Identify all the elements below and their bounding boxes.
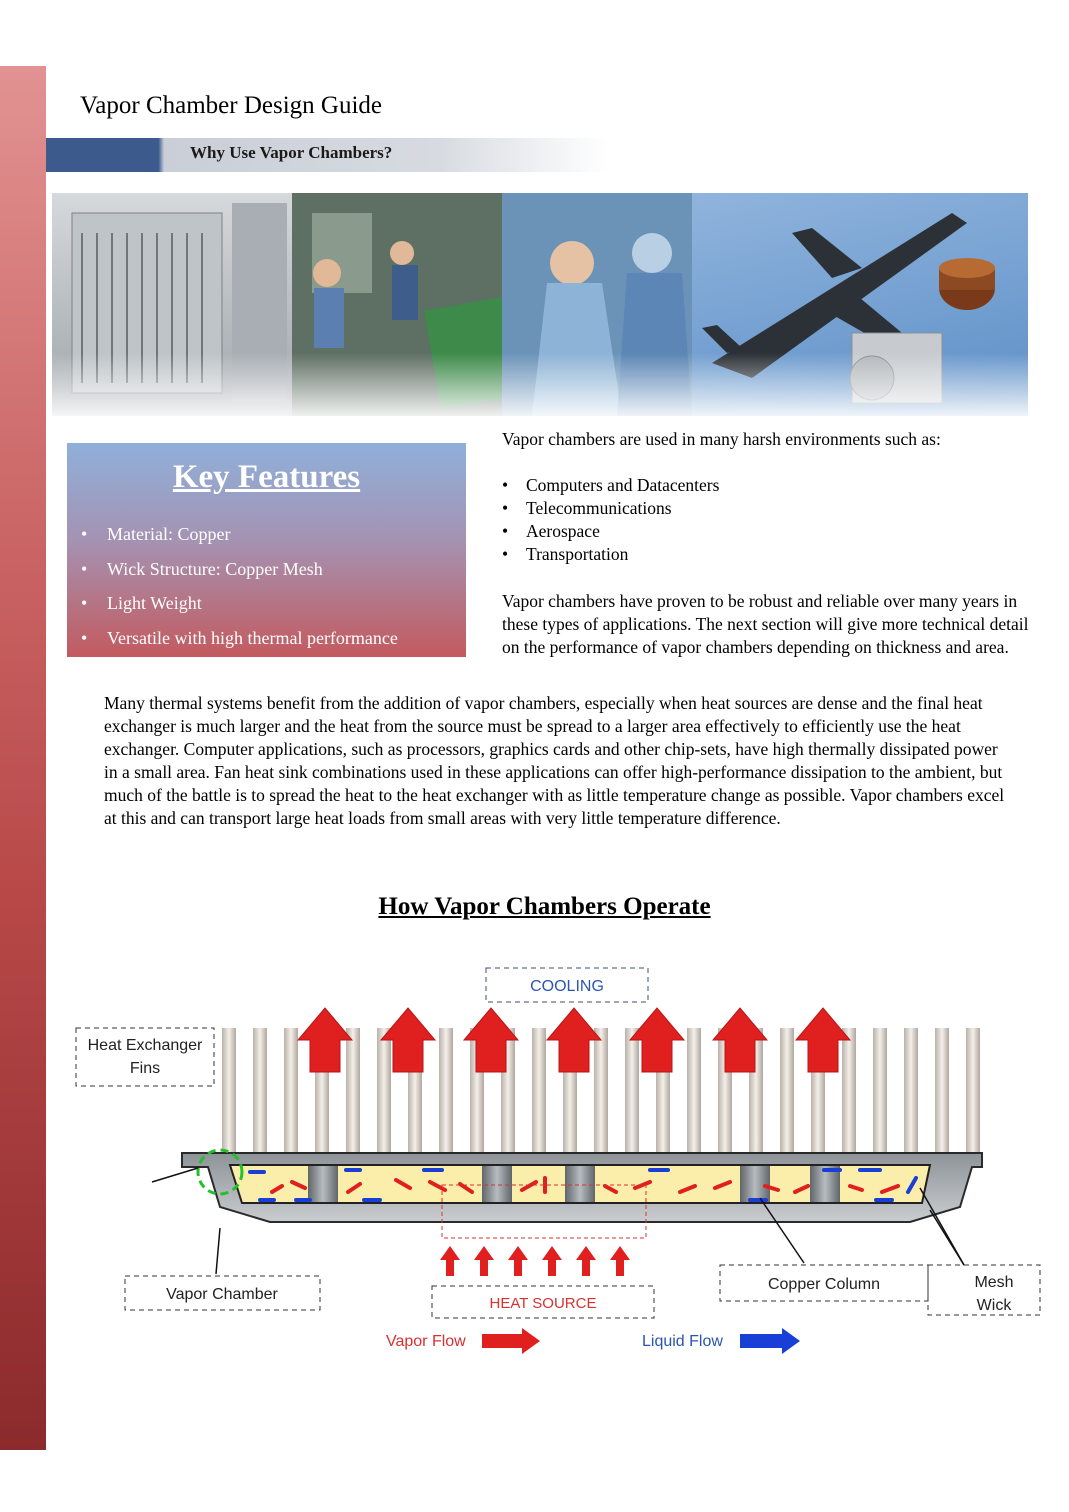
heat-source-arrows: [440, 1246, 630, 1276]
key-features-title: Key Features: [172, 459, 361, 495]
key-feature-item: • Versatile with high thermal performance: [81, 627, 398, 662]
environment-item: • Telecommunications: [502, 497, 719, 520]
environment-item: • Aerospace: [502, 520, 719, 543]
copper-column-label: Copper Column: [767, 1276, 881, 1293]
mesh-wick-label-line1: Mesh: [974, 1274, 1014, 1291]
section-header-label: Why Use Vapor Chambers?: [190, 143, 393, 162]
vapor-chamber-diagram: [60, 960, 1050, 1360]
key-feature-item: • Wick Structure: Copper Mesh: [81, 558, 398, 593]
thermal-systems-paragraph: Many thermal systems benefit from the addition of vapor chambers, especially when heat sources are dense and the final heat exchanger is much larger and the heat from the source must be spread to a larger area effectively to efficiently use the heat exchanger. Computer applications, such as processors, graphics cards and other chip-sets, have high thermally dissipated power in a small area. Fan heat sink combinations used in these applications can offer high-performance dissipation to the ambient, but much of the battle is to spread the heat to the heat exchanger with as little temperature change as possible. Vapor chambers excel at this and can transport large heat loads from small areas with very little temperature difference.: [104, 693, 1005, 828]
environments-intro: Vapor chambers are used in many harsh environments such as:: [502, 429, 941, 449]
environment-item: • Transportation: [502, 543, 719, 566]
environment-item: • Computers and Datacenters: [502, 474, 719, 497]
liquid-flow-legend-label: Liquid Flow: [642, 1333, 723, 1350]
key-feature-item: • Light Weight: [81, 592, 398, 627]
key-features-list: [81, 523, 398, 661]
vapor-flow-legend-label: Vapor Flow: [386, 1333, 466, 1350]
cooling-label: COOLING: [530, 978, 604, 995]
key-feature-item: • Material: Copper: [81, 523, 398, 558]
fins-label-line1: Heat Exchanger: [87, 1037, 203, 1054]
key-features-box: [67, 443, 466, 657]
mesh-wick-label-line2: Wick: [976, 1297, 1012, 1314]
reliability-paragraph: Vapor chambers have proven to be robust and reliable over many years in these types of applications. The next section will give more technical detail on the performance of vapor chambers depending on thickness and area.: [502, 591, 1029, 657]
fins-label-line2: Fins: [129, 1060, 161, 1077]
vapor-chamber-label: Vapor Chamber: [166, 1286, 278, 1303]
liquid-flow-legend-arrow: [740, 1328, 800, 1354]
applications-photo-banner: [52, 193, 1028, 416]
environments-list: [502, 474, 719, 566]
coil-icon: [939, 258, 995, 310]
heat-source-label: HEAT SOURCE: [489, 1295, 597, 1312]
vapor-flow-legend-arrow: [482, 1328, 540, 1354]
document-title: Vapor Chamber Design Guide: [80, 92, 383, 119]
page-sidebar-stripe: [0, 66, 46, 1450]
how-it-works-heading: How Vapor Chambers Operate: [378, 893, 711, 920]
